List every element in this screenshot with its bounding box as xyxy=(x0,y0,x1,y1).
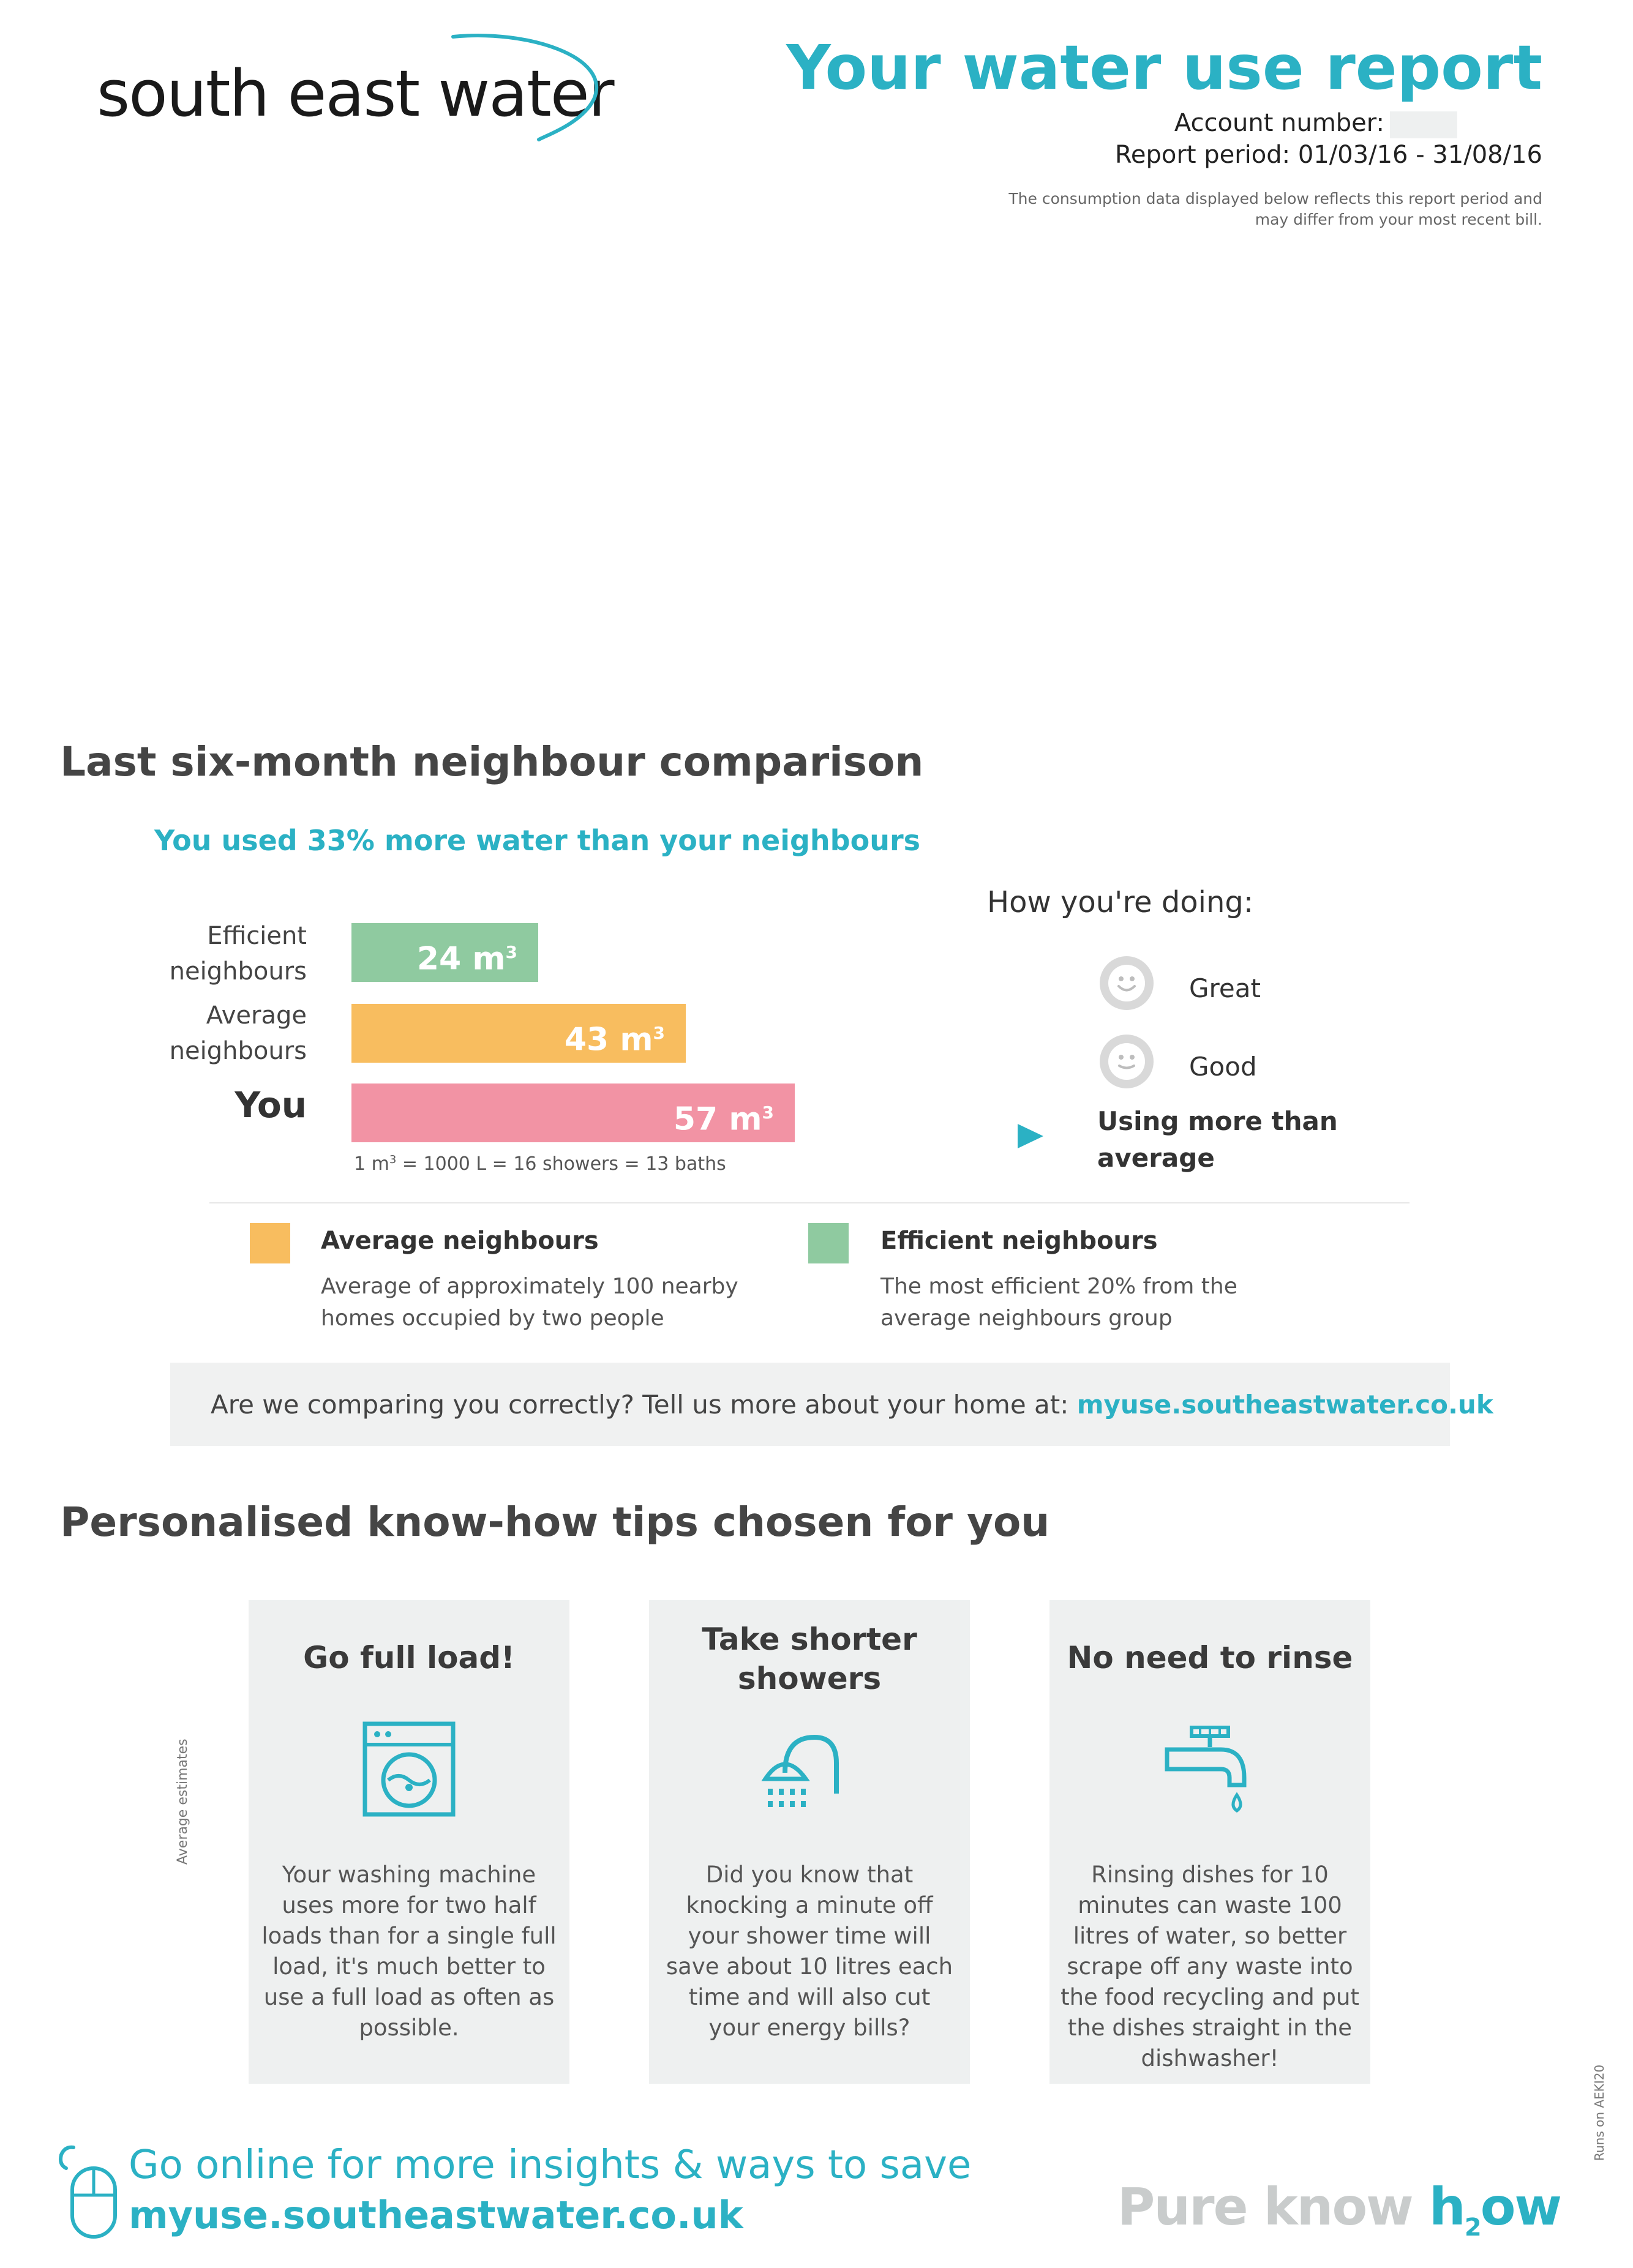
tip-title-full-load: Go full load! xyxy=(303,1640,515,1675)
status-great: Great xyxy=(1189,973,1261,1003)
tip-title-no-rinse: No need to rinse xyxy=(1067,1640,1353,1675)
bar-value-efficient: 24 $m^3$ xyxy=(416,940,517,978)
footer-link[interactable]: myuse.southeastwater.co.uk xyxy=(129,2193,743,2237)
bar-value-you: 57 $m^3$ xyxy=(673,1101,774,1138)
comparison-headline: You used 33% more water than your neighbours xyxy=(154,824,921,857)
status-current: Using more than average xyxy=(1097,1106,1338,1173)
legend-swatch-efficient xyxy=(808,1223,849,1263)
bar-value-average: 43 $m^3$ xyxy=(564,1021,665,1058)
status-good: Good xyxy=(1189,1052,1257,1082)
bar-average xyxy=(351,1004,686,1063)
bar-label-efficient: Efficient neighbours xyxy=(169,922,307,986)
current-status-arrow-icon xyxy=(1016,1123,1045,1150)
washing-machine-icon xyxy=(360,1720,458,1818)
tip-title-shorter-showers: Take shorter showers xyxy=(702,1622,917,1696)
bar-efficient xyxy=(351,923,538,982)
tip-text-full-load: Your washing machine uses more for two half loads than for a single full load, it's much better to use a full load as often as possible. xyxy=(261,1862,557,2041)
report-title: Your water use report xyxy=(786,32,1542,103)
legend-desc-average: Average of approximately 100 nearby homes occupied by two people xyxy=(321,1274,738,1331)
average-estimates-note: Average estimates xyxy=(175,1738,190,1865)
banner-link[interactable]: myuse.southeastwater.co.uk xyxy=(1076,1390,1493,1420)
smiley-face-icon xyxy=(1097,1032,1156,1091)
tip-text-no-rinse: Rinsing dishes for 10 minutes can waste 100 litres of water, so better scrape off any waste into the food recycling and put the dishes straight in the dishwasher! xyxy=(1061,1862,1359,2072)
legend-title-efficient: Efficient neighbours xyxy=(880,1227,1158,1255)
tip-text-shorter-showers: Did you know that knocking a minute off your shower time will save about 10 litres each time and will also cut your energy bills? xyxy=(666,1862,953,2041)
how-youre-doing-title: How you're doing: xyxy=(987,885,1254,919)
tips-section-title: Personalised know-how tips chosen for you xyxy=(60,1499,1050,1546)
smiley-face-icon xyxy=(1097,954,1156,1012)
shower-icon xyxy=(760,1720,858,1818)
footer-tagline: Go online for more insights & ways to save xyxy=(129,2143,972,2188)
legend-desc-efficient: The most efficient 20% from the average neighbours group xyxy=(880,1274,1237,1331)
disclaimer: The consumption data displayed below reflects this report period and may differ from your most recent bill. xyxy=(1008,190,1542,228)
bar-you xyxy=(351,1083,795,1142)
brand-logo: Pure know $h_2ow$ xyxy=(1117,2177,1561,2242)
bar-label-average: Average neighbours xyxy=(169,1001,307,1065)
comparison-section-title: Last six-month neighbour comparison xyxy=(60,738,924,785)
report-period: Report period: 01/03/16 - 31/08/16 xyxy=(1114,141,1542,169)
logo: south east water xyxy=(97,56,614,131)
account-number-label: Account number: xyxy=(1174,109,1384,137)
legend-title-average: Average neighbours xyxy=(321,1227,599,1255)
banner-text: Are we comparing you correctly? Tell us more about your home at: myuse.southeastwater.co.uk xyxy=(211,1390,1493,1420)
divider xyxy=(209,1202,1410,1203)
account-number-redacted xyxy=(1390,111,1457,138)
tap-icon xyxy=(1161,1720,1259,1818)
unit-note: 1 $m^3 = 1000$ L = 16 showers = 13 baths xyxy=(354,1153,726,1175)
logo-swoosh-icon xyxy=(429,32,612,148)
bar-label-you: You xyxy=(235,1084,307,1126)
mouse-icon xyxy=(55,2144,130,2242)
runs-on-note: Runs on AEKI20 xyxy=(1592,2064,1607,2161)
legend-swatch-average xyxy=(250,1223,290,1263)
